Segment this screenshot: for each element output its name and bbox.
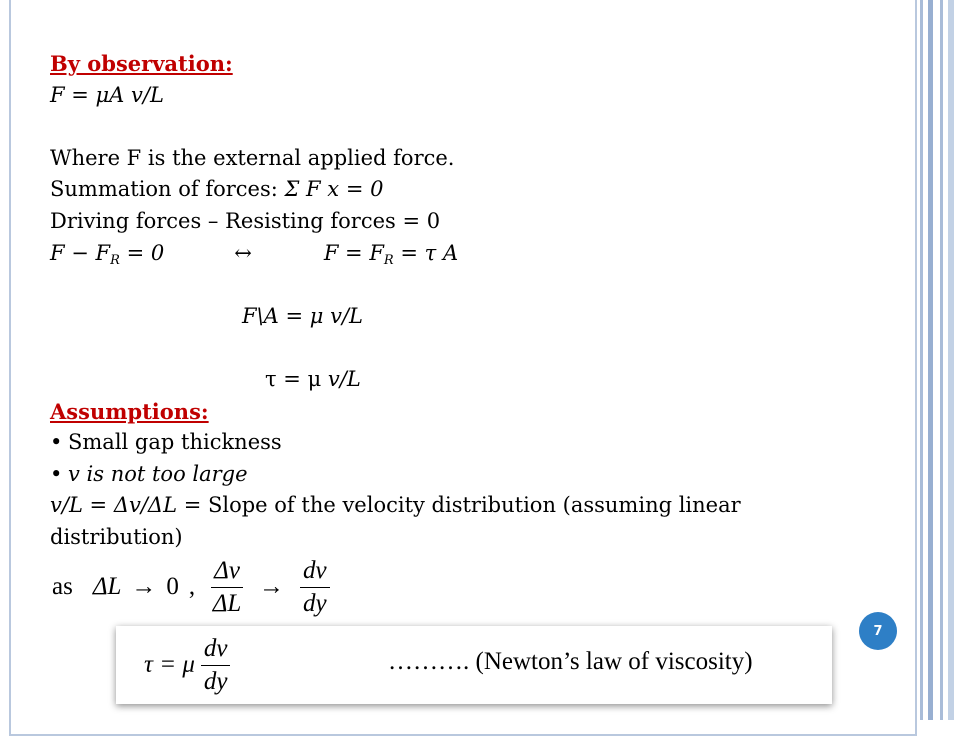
balance-right-sub: R [383, 252, 394, 268]
delta-fraction-denominator: ΔL [212, 589, 242, 617]
observation-equation: F = μA v/L [50, 82, 164, 107]
slope-equation: v/L = Δv/ΔL [50, 493, 178, 518]
balance-left-f: F − F [50, 240, 111, 265]
slope-line [50, 490, 870, 553]
assumption-text: Small gap thickness [68, 430, 282, 455]
assumptions-heading: Assumptions: [50, 398, 209, 424]
assumption-item [50, 459, 870, 491]
tau-symbol: τ = μ [265, 366, 328, 391]
side-bar [948, 0, 954, 720]
newton-law-formula-box [116, 626, 832, 704]
summation-equation: Σ F x = 0 [284, 177, 384, 202]
limit-arrow-2: → [258, 573, 284, 600]
blank-line [50, 111, 870, 143]
bullet-icon: • [50, 430, 63, 455]
newton-law-equation [144, 635, 236, 696]
equivalence-arrow: ↔ [234, 240, 252, 265]
derivative-numerator: dv [300, 557, 330, 588]
formula-fraction [201, 635, 231, 696]
delta-fraction-numerator: Δv [211, 557, 243, 588]
derivative-fraction [300, 557, 330, 618]
blank-line [50, 269, 870, 301]
shear-stress-line [50, 364, 870, 396]
limit-arrow: → [131, 573, 157, 600]
assumption-text: v is not too large [68, 461, 248, 486]
derivative-denominator: dy [302, 589, 327, 617]
slope-text: = Slope of the velocity distribution (assuming linear distribution) [50, 493, 741, 549]
balance-left-sub: R [110, 252, 120, 268]
limit-comma: , [188, 573, 196, 600]
limit-as: as [52, 573, 73, 600]
delta-fraction [211, 557, 243, 618]
formula-lhs: τ = μ [144, 651, 195, 678]
bullet-icon: • [50, 461, 63, 486]
page-number-badge: 7 [859, 612, 897, 650]
balance-left-rest: = 0 [119, 240, 165, 265]
limit-zero: 0 [166, 573, 179, 600]
assumption-item [50, 427, 870, 459]
balance-right-f: F = F [323, 240, 384, 265]
balance-right-rest: = τ A [393, 240, 459, 265]
force-per-area-line: F\A = μ v/L [242, 303, 363, 328]
summation-line [50, 174, 870, 206]
formula-denominator: dy [203, 667, 228, 695]
side-bar [928, 0, 933, 720]
formula-numerator: dv [201, 635, 231, 666]
driving-forces-line: Driving forces – Resisting forces = 0 [50, 208, 441, 233]
summation-text: Summation of forces: [50, 177, 285, 202]
side-bar [940, 0, 943, 720]
side-bar [920, 0, 923, 720]
observation-heading: By observation: [50, 51, 233, 76]
where-text: Where F is the external applied force. [50, 145, 455, 170]
limit-delta-l: ΔL [92, 573, 122, 600]
slide-content [50, 48, 870, 554]
limit-expression [52, 552, 336, 622]
newton-law-label: ………. (Newton’s law of viscosity) [388, 648, 753, 675]
tau-equation: v/L [327, 366, 361, 391]
blank-line [50, 332, 870, 364]
force-balance-line [50, 238, 870, 270]
decorative-side-bars [920, 0, 960, 720]
